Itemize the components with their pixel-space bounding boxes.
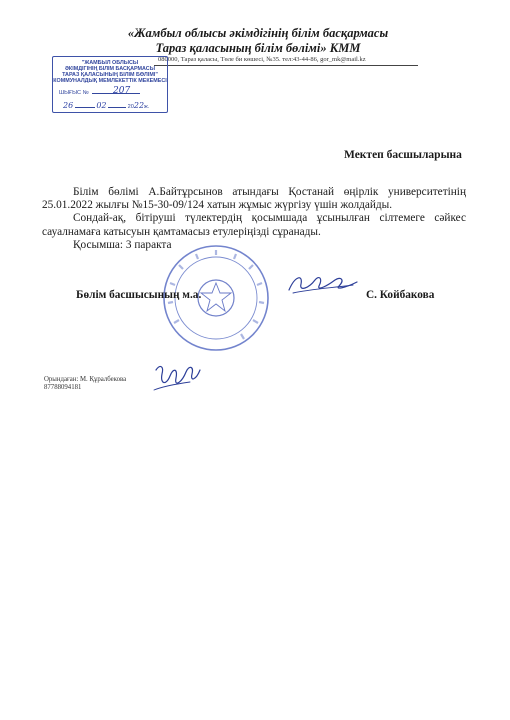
stamp-year-suffix: 22 bbox=[133, 101, 145, 110]
recipient-line: Мектеп басшыларына bbox=[344, 149, 462, 161]
stamp-outgoing-label: ШЫҒЫС № bbox=[59, 90, 89, 96]
stamp-date-row bbox=[63, 101, 149, 110]
org-name-line1: «Жамбыл облысы әкімдігінің білім басқармасы bbox=[127, 26, 389, 40]
executor-phone: 87788094181 bbox=[44, 384, 82, 391]
executor-block bbox=[44, 376, 126, 392]
director-signature bbox=[283, 268, 363, 300]
executor-name: Орындаған: М. Құралбекова bbox=[44, 376, 127, 383]
signatory-name: С. Койбакова bbox=[366, 289, 435, 301]
attachment-note: Қосымша: 3 паракта bbox=[73, 238, 172, 251]
signatory-position: Бөлім басшысының м.а. bbox=[76, 289, 202, 301]
registration-stamp bbox=[52, 56, 168, 113]
stamp-date-gap bbox=[108, 107, 126, 108]
body-paragraph: Білім бөлімі А.Байтұрсынов атындағы Қостанай өңірлік университетінің 25.01.2022 жылғы №15-30-09/124 хатын жұмыс жүргізу үшін жолдайды. bbox=[42, 186, 466, 212]
stamp-text-line: "ЖАМБЫЛ ОБЛЫСЫ bbox=[81, 60, 139, 66]
stamp-outgoing-number: 207 bbox=[113, 86, 131, 96]
org-address: 080000, Тараз қаласы, Төле би көшесі, №35. тел:43-44-86, gor_mk@mail.kz bbox=[158, 56, 366, 63]
stamp-date-gap bbox=[75, 107, 95, 108]
org-name-line2: Тараз қаласының білім бөлімі» КММ bbox=[155, 41, 361, 55]
stamp-text-line: КОММУНАЛДЫҚ МЕМЛЕКЕТТІК МЕКЕМЕСІ bbox=[53, 78, 167, 84]
stamp-date-month: 02 bbox=[96, 101, 107, 110]
body-paragraph: Сондай-ақ, бітіруші түлектердің қосымшада ұсынылған сілтемеге сәйкес сауалнамаға катысуын қамтамасыз етулеріңізді сұранады. bbox=[42, 212, 466, 238]
stamp-year-prefix: 20 bbox=[127, 104, 134, 110]
stamp-text-line: ӘКІМДІГІНІҢ БІЛІМ БАСҚАРМАСЫ bbox=[65, 66, 155, 72]
header-divider bbox=[154, 65, 418, 66]
stamp-date-day: 26 bbox=[63, 101, 74, 110]
stamp-year-end: ж. bbox=[144, 104, 150, 110]
stamp-text-line: ТАРАЗ ҚАЛАСЫНЫҢ БІЛІМ БӨЛІМІ" bbox=[62, 72, 158, 78]
executor-signature bbox=[150, 360, 204, 396]
